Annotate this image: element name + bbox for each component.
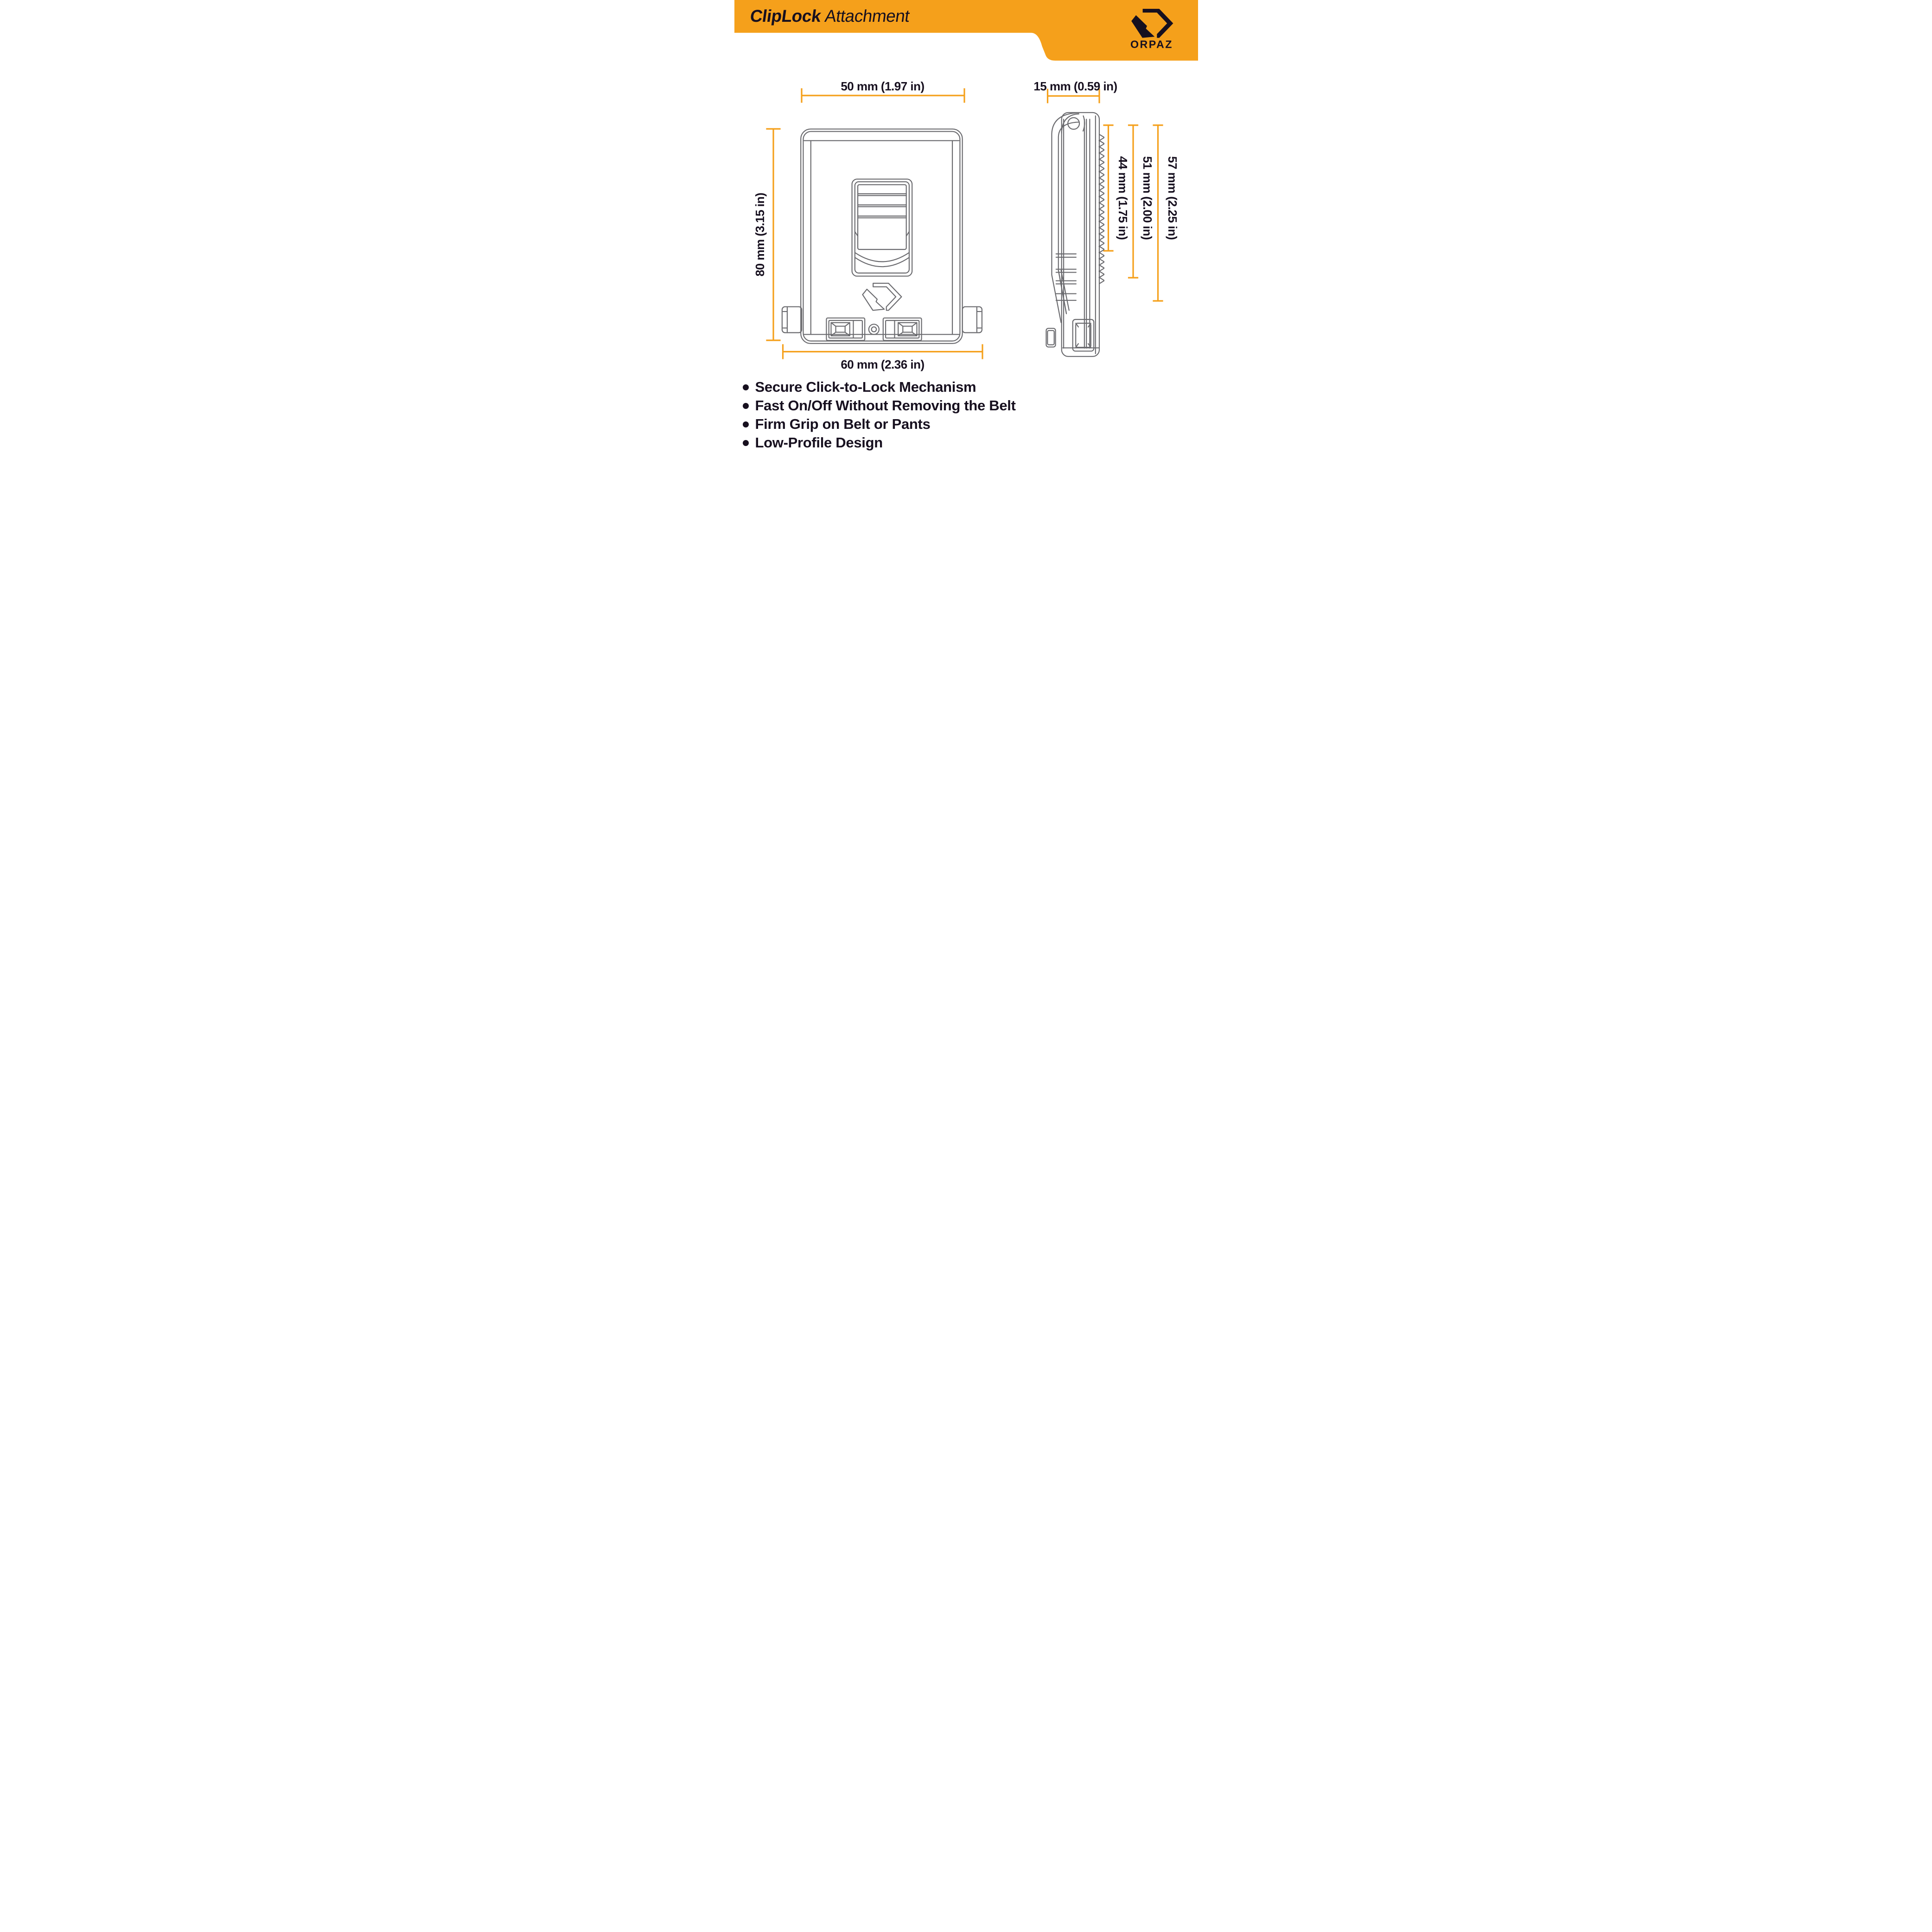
feature-text: Firm Grip on Belt or Pants — [755, 416, 931, 432]
front-view-drawing — [781, 127, 983, 346]
bullet-dot-icon — [743, 403, 749, 409]
page-canvas — [734, 0, 1198, 464]
brand-wordmark: ORPAZ — [1130, 38, 1173, 50]
title-product-type: Attachment — [823, 6, 911, 26]
side-thickness-dimension-label: 15 mm (0.59 in) — [1033, 79, 1117, 93]
bullet-dot-icon — [743, 440, 749, 446]
feature-text: Fast On/Off Without Removing the Belt — [755, 397, 1016, 414]
title-product-name: ClipLock — [748, 6, 822, 26]
feature-text: Low-Profile Design — [755, 434, 883, 451]
clip-51mm-dimension-label: 51 mm (2.00 in) — [1140, 156, 1154, 240]
bullet-dot-icon — [743, 384, 749, 390]
feature-item — [743, 379, 1174, 395]
embossed-logo-icon — [863, 283, 902, 310]
features-list — [743, 379, 1174, 453]
front-height-dimension-label: 80 mm (3.15 in) — [752, 192, 767, 277]
clip-57mm-dimension-label: 57 mm (2.25 in) — [1165, 156, 1180, 240]
feature-text: Secure Click-to-Lock Mechanism — [755, 379, 976, 395]
feature-item — [743, 398, 1174, 414]
side-view-drawing — [1046, 111, 1104, 359]
front-width-dimension-label: 50 mm (1.97 in) — [841, 79, 925, 93]
clip-44mm-dimension-label: 44 mm (1.75 in) — [1116, 156, 1130, 240]
bullet-dot-icon — [743, 421, 749, 427]
base-width-dimension-label: 60 mm (2.36 in) — [841, 357, 925, 371]
feature-item — [743, 435, 1174, 451]
feature-item — [743, 416, 1174, 432]
